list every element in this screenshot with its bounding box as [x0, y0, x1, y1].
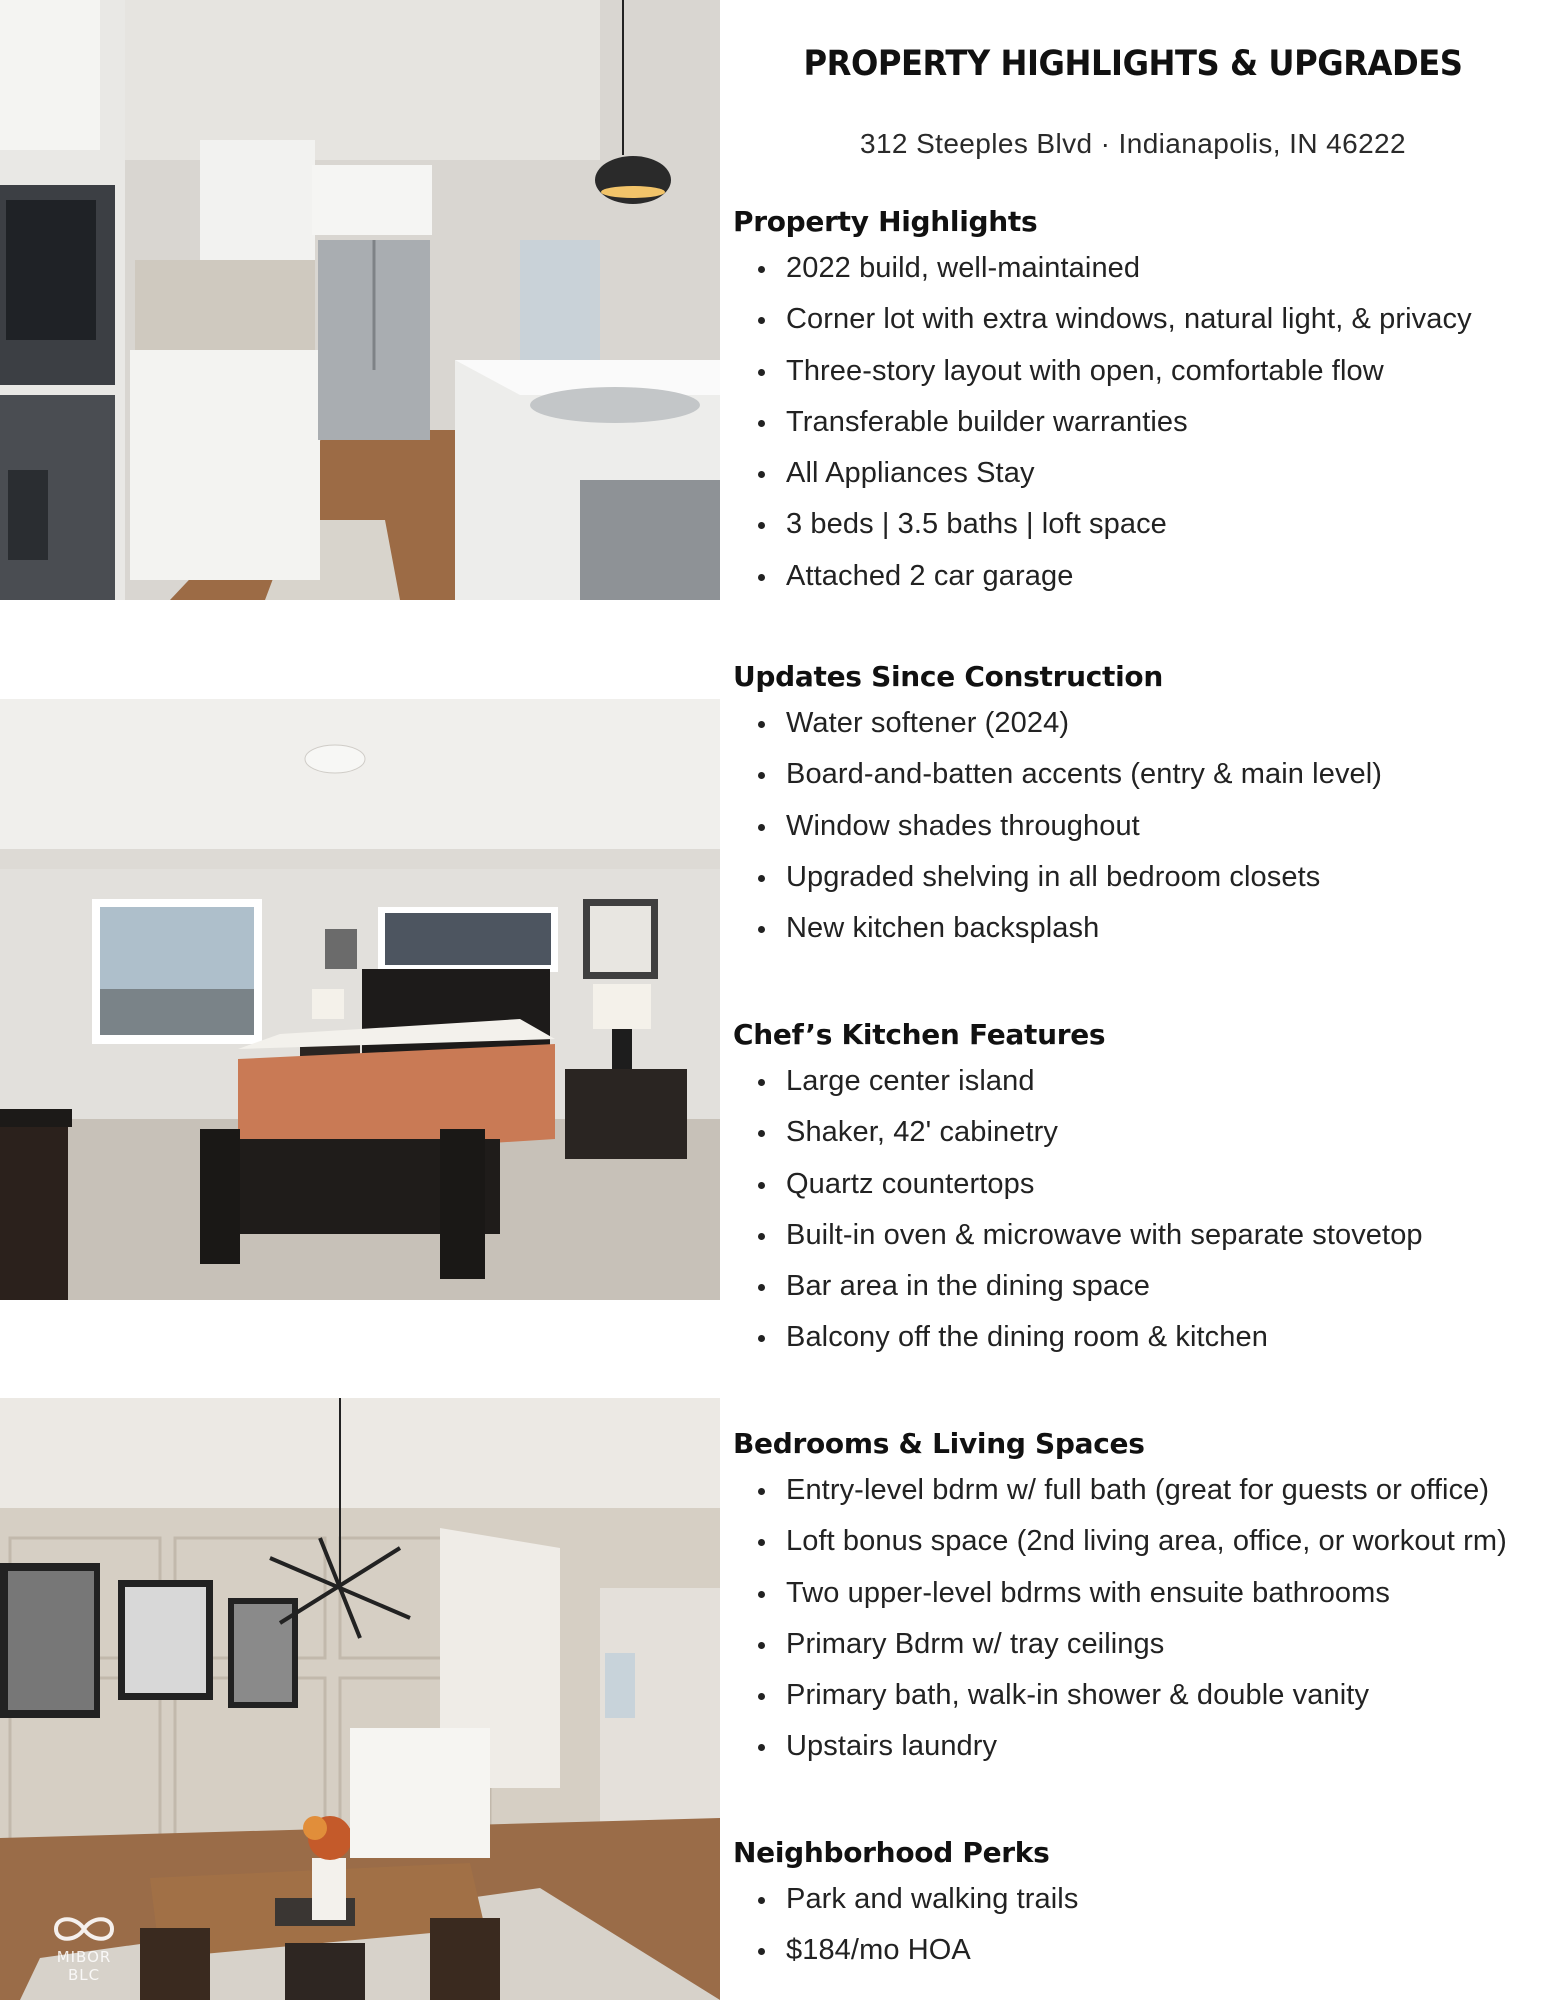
- list-item: Built-in oven & microwave with separate stovetop: [733, 1210, 1533, 1261]
- page-title: PROPERTY HIGHLIGHTS & UPGRADES: [803, 44, 1463, 84]
- section-heading: Bedrooms & Living Spaces: [733, 1427, 1145, 1460]
- section-bedrooms-living-spaces: [733, 1423, 1533, 1773]
- dining-room-photo: [0, 1398, 720, 2000]
- bullet-list: [733, 1874, 1533, 1977]
- section-heading: Updates Since Construction: [733, 660, 1164, 693]
- list-item: Corner lot with extra windows, natural light, & privacy: [733, 294, 1533, 345]
- list-item: Window shades throughout: [733, 801, 1533, 852]
- bullet-list: [733, 1465, 1533, 1773]
- list-item: $184/mo HOA: [733, 1925, 1533, 1976]
- list-item: Attached 2 car garage: [733, 551, 1533, 602]
- section-heading: Chef’s Kitchen Features: [733, 1018, 1106, 1051]
- property-address: 312 Steeples Blvd · Indianapolis, IN 46222: [859, 128, 1407, 159]
- mibor-watermark: [44, 1912, 124, 1984]
- list-item: Upstairs laundry: [733, 1721, 1533, 1772]
- section-property-highlights: [733, 201, 1533, 602]
- bullet-list: [733, 243, 1533, 602]
- section-neighborhood-perks: [733, 1832, 1533, 1977]
- list-item: Park and walking trails: [733, 1874, 1533, 1925]
- list-item: Balcony off the dining room & kitchen: [733, 1312, 1533, 1363]
- section-updates-since-construction: [733, 656, 1533, 954]
- list-item: Three-story layout with open, comfortable flow: [733, 346, 1533, 397]
- infinity-logo-icon: [52, 1912, 116, 1946]
- list-item: Primary bath, walk-in shower & double vanity: [733, 1670, 1533, 1721]
- list-item: Quartz countertops: [733, 1159, 1533, 1210]
- list-item: Loft bonus space (2nd living area, office, or workout rm): [733, 1516, 1533, 1567]
- list-item: Large center island: [733, 1056, 1533, 1107]
- list-item: Primary Bdrm w/ tray ceilings: [733, 1619, 1533, 1670]
- bullet-list: [733, 698, 1533, 954]
- list-item: Water softener (2024): [733, 698, 1533, 749]
- list-item: Bar area in the dining space: [733, 1261, 1533, 1312]
- section-heading: Property Highlights: [733, 205, 1038, 238]
- list-item: Upgraded shelving in all bedroom closets: [733, 852, 1533, 903]
- list-item: Two upper-level bdrms with ensuite bathrooms: [733, 1568, 1533, 1619]
- bullet-list: [733, 1056, 1533, 1364]
- section-chefs-kitchen-features: [733, 1014, 1533, 1364]
- list-item: 3 beds | 3.5 baths | loft space: [733, 499, 1533, 550]
- list-item: All Appliances Stay: [733, 448, 1533, 499]
- list-item: Transferable builder warranties: [733, 397, 1533, 448]
- list-item: 2022 build, well-maintained: [733, 243, 1533, 294]
- list-item: Board-and-batten accents (entry & main level): [733, 749, 1533, 800]
- kitchen-photo: [0, 0, 720, 600]
- list-item: New kitchen backsplash: [733, 903, 1533, 954]
- section-heading: Neighborhood Perks: [733, 1836, 1050, 1869]
- watermark-text: MIBOR BLC: [56, 1948, 112, 1984]
- list-item: Entry-level bdrm w/ full bath (great for guests or office): [733, 1465, 1533, 1516]
- list-item: Shaker, 42' cabinetry: [733, 1107, 1533, 1158]
- bedroom-photo: [0, 699, 720, 1300]
